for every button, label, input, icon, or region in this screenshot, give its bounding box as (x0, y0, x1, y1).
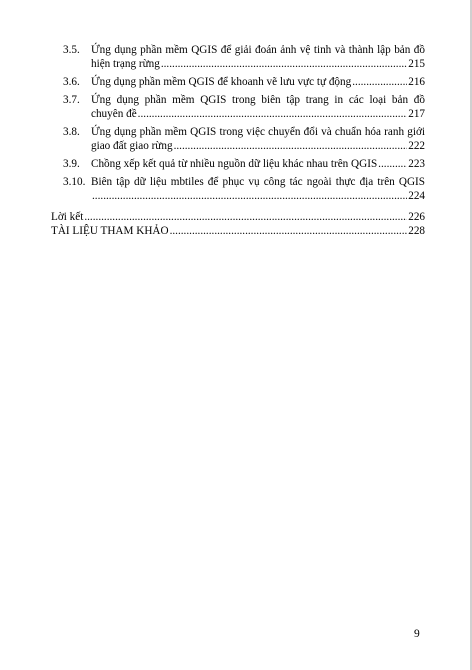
toc-entry-page: 224 (408, 190, 425, 202)
toc-entry-number: 3.10. (63, 176, 86, 188)
toc-entry-title: Chồng xếp kết quả từ nhiều nguồn dữ liệu khác nhau trên QGIS (91, 158, 378, 170)
toc-entry-title-line: Ứng dụng phần mềm QGIS để giải đoán ảnh vệ tinh và thành lập bản đồ (91, 44, 425, 56)
toc-entry-number: 3.7. (63, 94, 80, 106)
page-number: 9 (414, 628, 420, 640)
toc-entry-3-10[interactable] (63, 175, 425, 203)
toc-entry-number: 3.5. (63, 44, 80, 56)
toc-entry-number: 3.6. (63, 76, 80, 88)
dot-leader (174, 139, 408, 153)
dot-leader (84, 210, 407, 224)
toc-entry-title-end: chuyên đề (91, 108, 137, 120)
dot-leader (352, 75, 407, 89)
dot-leader (170, 224, 408, 238)
toc-entry-title: Lời kết (51, 211, 84, 223)
toc-entry-page: 217 (408, 108, 425, 120)
toc-entry-3-9[interactable] (63, 157, 425, 171)
toc-entry-page: 215 (408, 58, 425, 70)
toc-entry-title-line: Ứng dụng phần mềm QGIS trong việc chuyển đổi và chuẩn hóa ranh giới (91, 126, 425, 138)
toc-entry-title: Ứng dụng phần mềm QGIS để khoanh vẽ lưu vực tự động (91, 76, 352, 88)
toc-entry-page: 228 (408, 225, 425, 237)
toc-entry-title-end: hiện trạng rừng (91, 58, 160, 70)
toc-entry-3-6[interactable] (63, 75, 425, 89)
toc-entry-title-line: Ứng dụng phần mềm QGIS trong biên tập trang in các loại bản đồ (91, 94, 425, 106)
toc-entry-title: TÀI LIỆU THAM KHẢO (51, 225, 169, 237)
toc-entry-page: 216 (408, 76, 425, 88)
toc-entry-number: 3.9. (63, 158, 80, 170)
toc-entry-page: 226 (408, 211, 425, 223)
toc-entry-page: 222 (408, 140, 425, 152)
toc-entry-title-line: Biên tập dữ liệu mbtiles để phục vụ công tác ngoài thực địa trên QGIS (91, 176, 425, 188)
dot-leader (138, 107, 408, 121)
toc-entry-title-end: giao đất giao rừng (91, 140, 173, 152)
toc-entry-3-5[interactable] (63, 43, 425, 71)
table-of-contents (51, 43, 425, 238)
dot-leader (378, 157, 407, 171)
toc-entry-page: 223 (408, 158, 425, 170)
toc-entry-3-7[interactable] (63, 93, 425, 121)
toc-entry-number: 3.8. (63, 126, 80, 138)
dot-leader (161, 57, 407, 71)
toc-entry-references[interactable] (51, 224, 425, 238)
toc-entry-closing[interactable] (51, 210, 425, 224)
dot-leader (92, 189, 407, 203)
toc-entry-3-8[interactable] (63, 125, 425, 153)
